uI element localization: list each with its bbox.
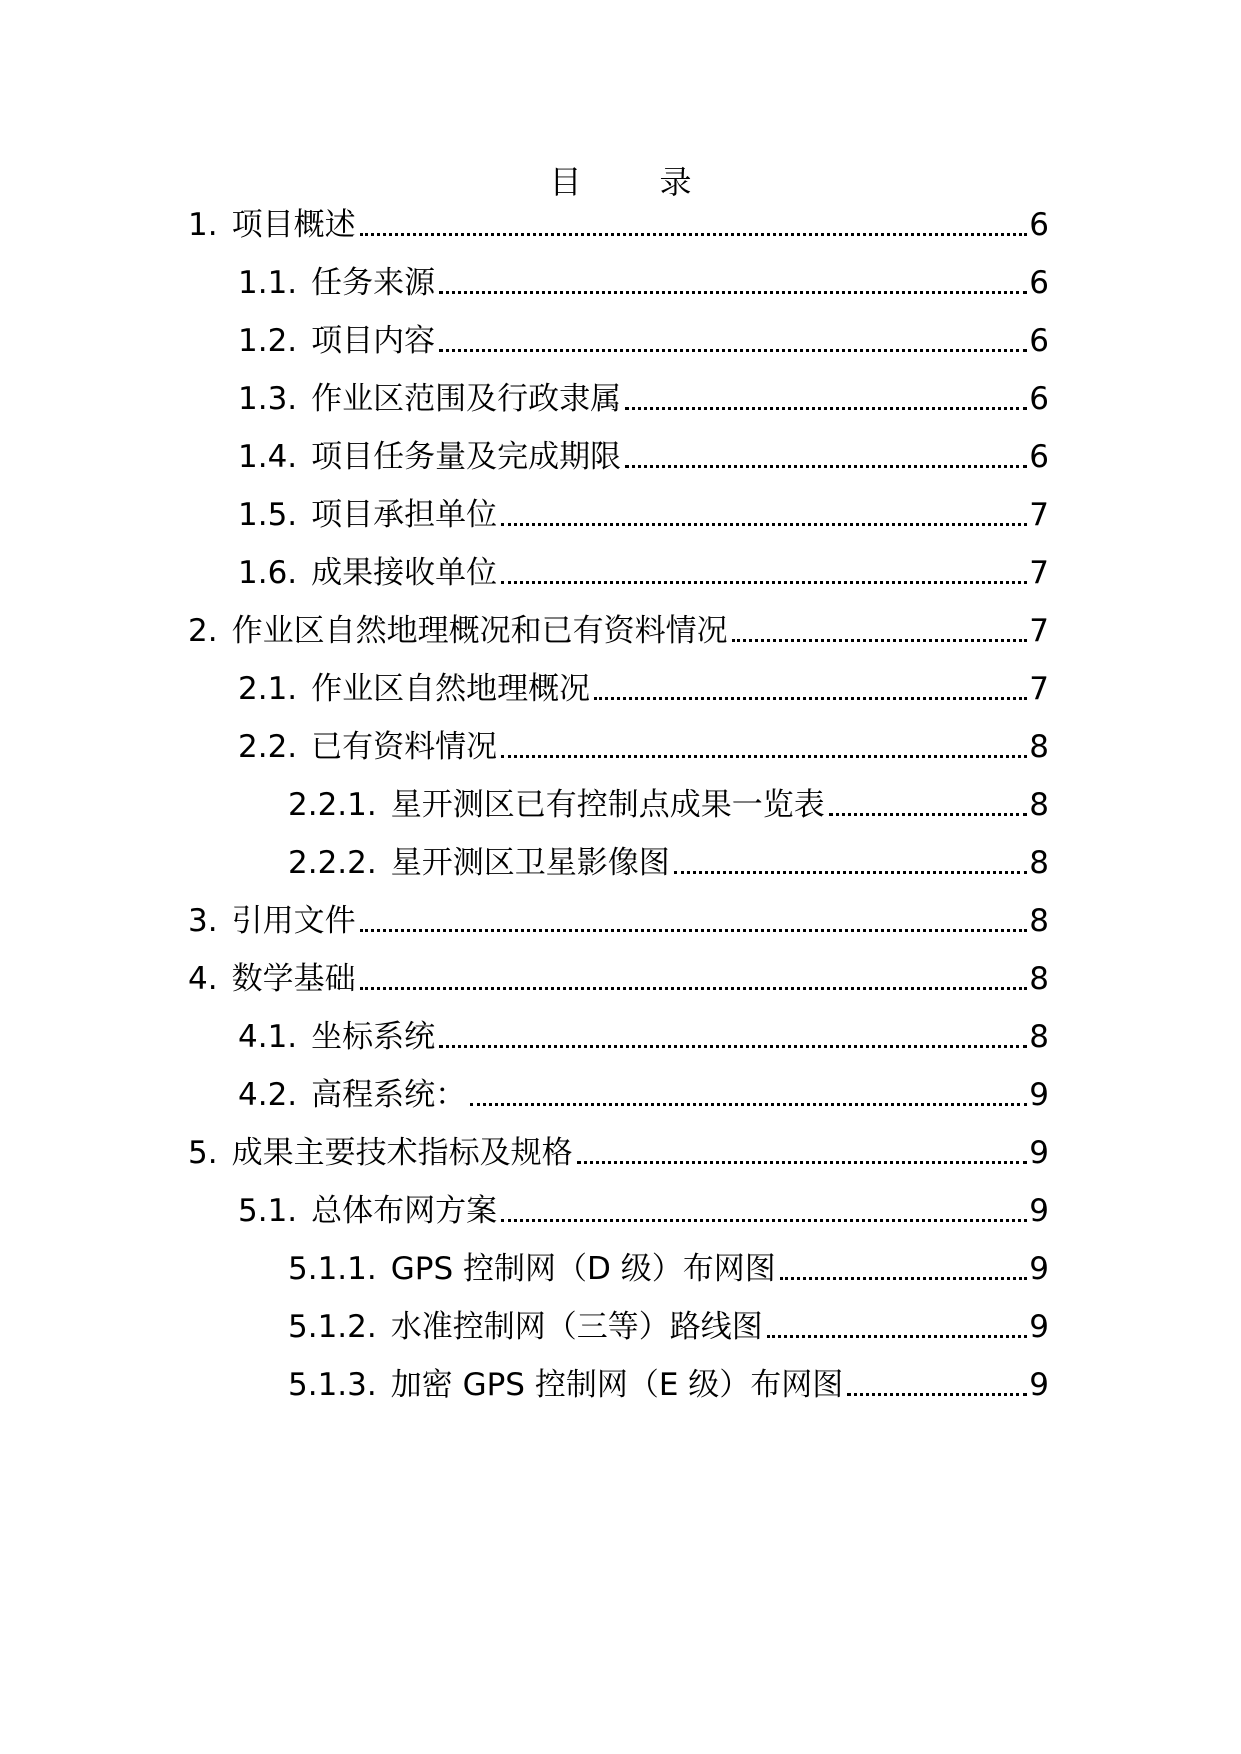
toc-number: 4.2.: [238, 1077, 298, 1113]
toc-text: 已有资料情况: [311, 729, 498, 765]
toc-entry[interactable]: [238, 1073, 1049, 1117]
toc-text: 星开测区已有控制点成果一览表: [390, 787, 825, 823]
toc-entry[interactable]: [288, 1305, 1049, 1349]
toc-page-number: 9: [1029, 1367, 1049, 1403]
dot-leader: [360, 233, 1028, 236]
toc-text: 加密 GPS 控制网（E 级）布网图: [390, 1367, 844, 1403]
toc-number: 2.2.2.: [288, 845, 377, 881]
toc-entry[interactable]: [238, 377, 1049, 421]
toc-entry[interactable]: [188, 957, 1049, 1001]
toc-page-number: 9: [1029, 1193, 1049, 1229]
toc-entry[interactable]: [188, 1131, 1049, 1175]
toc-text: 数学基础: [231, 961, 356, 997]
toc-number: 4.1.: [238, 1019, 298, 1055]
dot-leader: [780, 1277, 1028, 1280]
toc-number: 5.1.: [238, 1193, 298, 1229]
toc-number: 1.4.: [238, 439, 298, 475]
toc-entry[interactable]: [238, 725, 1049, 769]
toc-text: 成果主要技术指标及规格: [231, 1135, 573, 1171]
toc-page-number: 6: [1029, 323, 1049, 359]
toc-page-number: 8: [1029, 787, 1049, 823]
toc-text: 项目承担单位: [311, 497, 498, 533]
toc-text: GPS 控制网（D 级）布网图: [390, 1251, 776, 1287]
toc-text: 作业区自然地理概况和已有资料情况: [231, 613, 728, 649]
toc-page-number: 8: [1029, 729, 1049, 765]
toc-page-number: 6: [1029, 265, 1049, 301]
dot-leader: [360, 929, 1028, 932]
toc-entry[interactable]: [288, 783, 1049, 827]
toc-entry[interactable]: [238, 667, 1049, 711]
toc-page-number: 6: [1029, 439, 1049, 475]
toc-number: 5.: [188, 1135, 218, 1171]
toc-number: 1.5.: [238, 497, 298, 533]
dot-leader: [501, 1219, 1027, 1222]
toc-entry[interactable]: [238, 493, 1049, 537]
toc-entry[interactable]: [188, 609, 1049, 653]
dot-leader: [501, 523, 1027, 526]
toc-number: 5.1.3.: [288, 1367, 377, 1403]
dot-leader: [470, 1103, 1027, 1106]
toc-entry[interactable]: [188, 203, 1049, 247]
toc-text: 项目概述: [231, 207, 356, 243]
dot-leader: [625, 465, 1027, 468]
toc-number: 1.3.: [238, 381, 298, 417]
toc-page-number: 8: [1029, 845, 1049, 881]
toc-page-number: 9: [1029, 1251, 1049, 1287]
toc-entry[interactable]: [238, 261, 1049, 305]
toc-page-number: 8: [1029, 1019, 1049, 1055]
toc-entry[interactable]: [288, 1363, 1049, 1407]
toc-number: 2.1.: [238, 671, 298, 707]
dot-leader: [501, 581, 1027, 584]
dot-leader: [439, 291, 1027, 294]
toc-text: 作业区自然地理概况: [311, 671, 591, 707]
toc-text: 引用文件: [231, 903, 356, 939]
dot-leader: [501, 755, 1027, 758]
toc-text: 高程系统：: [311, 1077, 467, 1113]
toc-page-number: 7: [1029, 613, 1049, 649]
toc-page-number: 9: [1029, 1077, 1049, 1113]
toc-entry[interactable]: [288, 841, 1049, 885]
toc-number: 2.2.: [238, 729, 298, 765]
dot-leader: [732, 639, 1028, 642]
toc-entry[interactable]: [238, 1189, 1049, 1233]
toc-page-number: 8: [1029, 903, 1049, 939]
toc-page-number: 6: [1029, 381, 1049, 417]
toc-page-number: 7: [1029, 671, 1049, 707]
toc-page-number: 6: [1029, 207, 1049, 243]
toc-title-char-1: 目: [549, 163, 582, 201]
toc-number: 1.6.: [238, 555, 298, 591]
dot-leader: [829, 813, 1028, 816]
toc-number: 2.2.1.: [288, 787, 377, 823]
toc-number: 5.1.1.: [288, 1251, 377, 1287]
toc-title-char-2: 录: [659, 163, 692, 201]
toc-number: 1.1.: [238, 265, 298, 301]
toc-page-number: 9: [1029, 1135, 1049, 1171]
toc-number: 2.: [188, 613, 218, 649]
toc-number: 5.1.2.: [288, 1309, 377, 1345]
toc-text: 成果接收单位: [311, 555, 498, 591]
toc-page-number: 9: [1029, 1309, 1049, 1345]
dot-leader: [360, 987, 1028, 990]
toc-entry[interactable]: [288, 1247, 1049, 1291]
dot-leader: [674, 871, 1028, 874]
toc-text: 总体布网方案: [311, 1193, 498, 1229]
dot-leader: [439, 1045, 1027, 1048]
toc-text: 任务来源: [311, 265, 436, 301]
dot-leader: [594, 697, 1027, 700]
dot-leader: [577, 1161, 1028, 1164]
toc-entry[interactable]: [238, 435, 1049, 479]
toc-page-number: 7: [1029, 497, 1049, 533]
toc-text: 水准控制网（三等）路线图: [390, 1309, 763, 1345]
dot-leader: [767, 1335, 1028, 1338]
toc-text: 坐标系统: [311, 1019, 436, 1055]
dot-leader: [847, 1393, 1027, 1396]
toc-number: 1.: [188, 207, 218, 243]
toc-text: 星开测区卫星影像图: [390, 845, 670, 881]
toc-entry[interactable]: [238, 1015, 1049, 1059]
toc-number: 1.2.: [238, 323, 298, 359]
toc-entry[interactable]: [238, 319, 1049, 363]
toc-text: 作业区范围及行政隶属: [311, 381, 622, 417]
toc-text: 项目内容: [311, 323, 436, 359]
toc-entry[interactable]: [188, 899, 1049, 943]
dot-leader: [625, 407, 1027, 410]
toc-page-number: 7: [1029, 555, 1049, 591]
toc-text: 项目任务量及完成期限: [311, 439, 622, 475]
toc-page-number: 8: [1029, 961, 1049, 997]
toc-entry[interactable]: [238, 551, 1049, 595]
toc-number: 4.: [188, 961, 218, 997]
toc-number: 3.: [188, 903, 218, 939]
dot-leader: [439, 349, 1027, 352]
toc-title: [0, 160, 1241, 204]
